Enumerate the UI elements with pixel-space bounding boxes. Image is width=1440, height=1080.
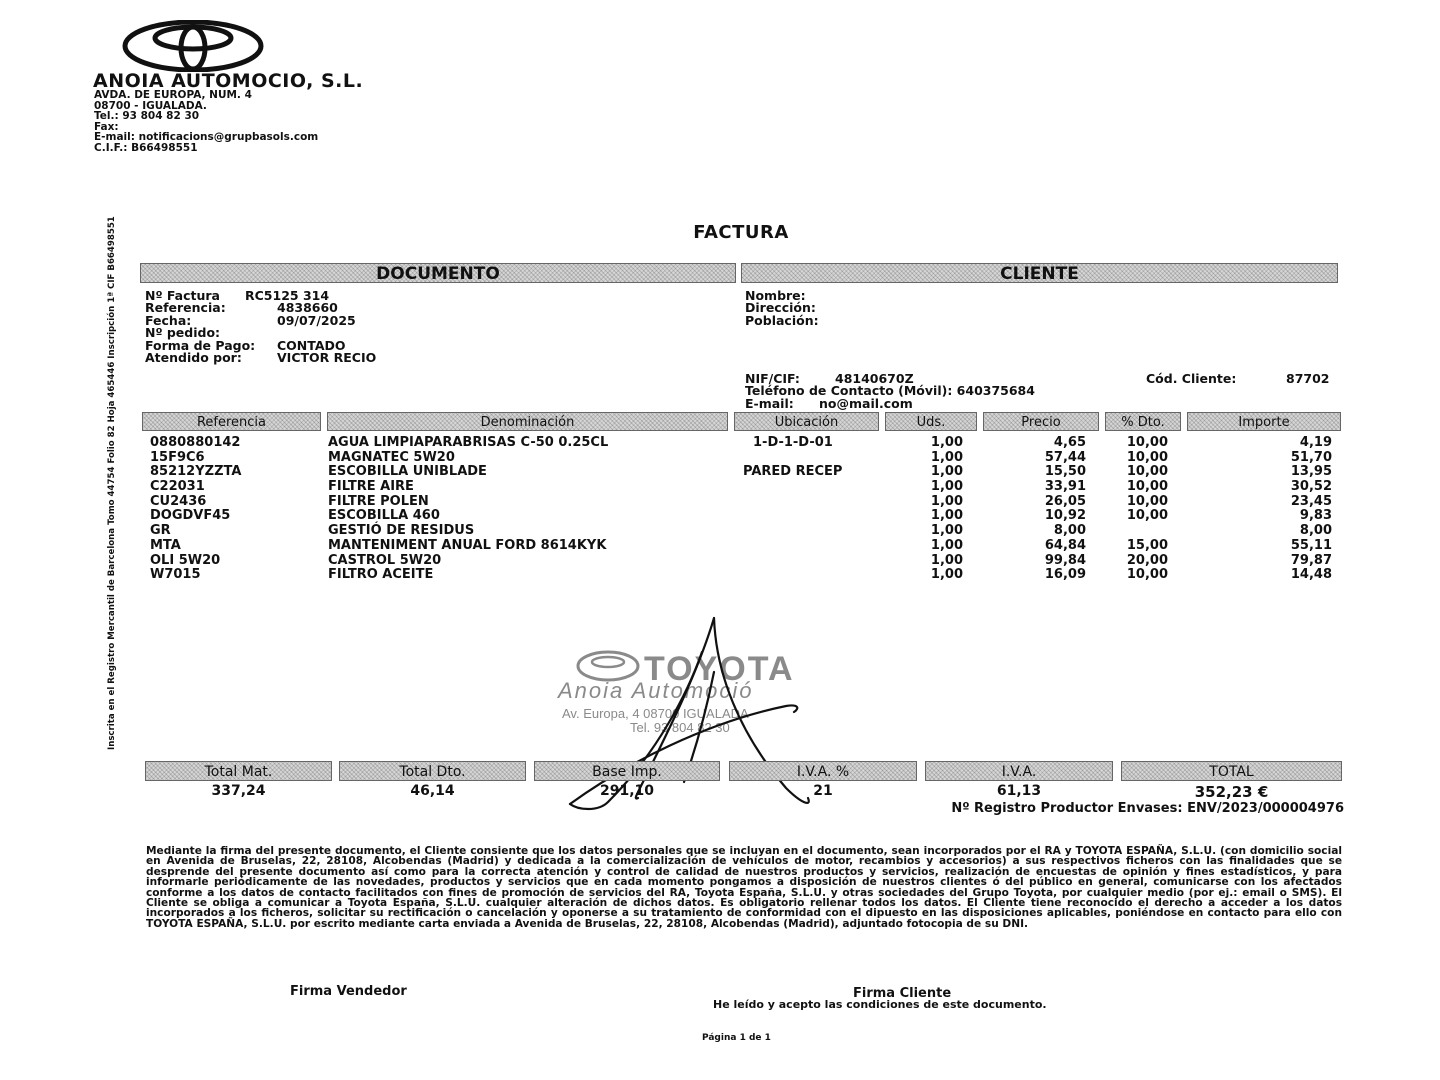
document-title: FACTURA [693,222,789,243]
table-row: DOGDVF45 ESCOBILLA 460 1,00 10,92 10,00 9,83 [150,508,1332,524]
company-name: ANOIA AUTOMOCIO, S.L. [93,70,364,92]
stamp-address: Av. Europa, 4 08700 IGUALADA [562,706,749,721]
table-row: OLI 5W20 CASTROL 5W20 1,00 99,84 20,00 79,87 [150,552,1332,568]
table-row: MTA MANTENIMENT ANUAL FORD 8614KYK 1,00 64,84 15,00 55,11 [150,537,1332,553]
total-dto-header: Total Dto. [339,761,526,781]
col-uds: Uds. [885,412,977,431]
col-dto: % Dto. [1105,412,1181,431]
client-code: Cód. Cliente: 87702 [1146,371,1330,386]
base-imp-header: Base Imp. [534,761,720,781]
base-imp-value: 291,10 [599,783,655,799]
total-mat-value: 337,24 [211,783,266,799]
line-items [150,435,1340,582]
iva-pct-header: I.V.A. % [729,761,917,781]
firma-cliente: Firma Cliente [853,986,952,1001]
legal-text: Mediante la firma del presente documento, el Cliente consiente que los datos personales que se incluyan en el documento, sean incorporados por el RA y TOYOTA ESPAÑA, S.L.U. (con domicilio social en Avenida de Bruselas, 22, 28108, Alcobendas (Madrid) y dedicada a la comercialización de vehículos de motor, recambios y accesorios) a sus respectivos ficheros con las finalidades que se desprende del presente documento así como para la correcta atención y control de calidad de nuestros productos y servicios, realización de encuestas de opinión y fines estadísticos, y para informarle periódicamente de las novedades, productos y servicios que en cada momento pongamos a disposición de nuestros clientes ó del público en general, comunicarse con los afectados conforme a los datos de contacto facilitados con fines de promoción de servicios del RA, Toyota España, S.L.U. y otras sociedades del Grupo Toyota, por cualquier medio (por ej.: email o SMS). El Cliente se obliga a comunicar a Toyota España, S.L.U. cualquier alteración de dichos datos. Es obligatorio rellenar todos los datos. El Cliente tiene reconocido el derecho a acceder a los datos incorporados a los ficheros, solicitar su rectificación o cancelación y oponerse a su tratamiento de conformidad con el dipuesto en las disposiciones aplicables, poniéndose en contacto para ello con TOYOTA ESPAÑA, S.L.U. por escrito mediante carta enviada a Avenida de Bruselas, 22, 28108, Alcobendas (Madrid), adjuntado fotocopia de su DNI. [146,845,1342,930]
table-row: 0880880142 AGUA LIMPIAPARABRISAS C-50 0.25CL 1-D-1-D-01 1,00 4,65 10,00 4,19 [150,435,1332,450]
documento-header: DOCUMENTO [140,263,736,283]
cliente-header: CLIENTE [741,263,1338,283]
firma-vendedor: Firma Vendedor [290,984,407,999]
table-row: 85212YZZTA ESCOBILLA UNIBLADE PARED RECEP 1,00 15,50 10,00 13,95 [150,464,1332,480]
col-importe: Importe [1187,412,1341,431]
page-number: Página 1 de 1 [702,1033,771,1043]
date-value: 09/07/2025 [277,312,356,328]
cliente-fields: Nombre: Dirección: Población: [745,288,819,328]
table-row: C22031 FILTRE AIRE 1,00 33,91 10,00 30,52 [150,479,1332,495]
total-mat-header: Total Mat. [145,761,332,781]
table-row: 15F9C6 MAGNATEC 5W20 1,00 57,44 10,00 51,70 [150,449,1332,465]
nif-value: 48140670Z [835,371,914,386]
phone-value: 640375684 [956,383,1035,399]
documento-fields: Nº Factura RC5125 314 Referencia: 4838660 Fecha: 09/07/2025 Nº pedido: Forma de Pago: CONTADO Atendido por: VICTOR RECIO [145,288,377,366]
iva-header: I.V.A. [925,761,1113,781]
email-value: no@mail.com [819,395,913,411]
company-address: AVDA. DE EUROPA, NUM. 4 08700 - IGUALADA. Tel.: 93 804 82 30 Fax: E-mail: notificacions@grupbasols.com C.I.F.: B66498551 [94,89,319,154]
table-row: CU2436 FILTRE POLEN 1,00 26,05 10,00 23,45 [150,493,1332,509]
stamp-phone: Tel. 93 804 82 30 [630,720,730,735]
registry-side-note: Inscrita en el Registro Mercantil de Barcelona Tomo 44754 Folio 82 Hoja 465446 Inscripción 1ª CIF B66498551 [107,216,117,750]
cliente-contact: NIF/CIF: 48140670Z Teléfono de Contacto (Móvil): 640375684 E-mail: no@mail.com [745,371,1035,411]
attended-value: VICTOR RECIO [277,350,377,366]
stamp-brand: TOYOTA [644,650,795,688]
registro-envases: Nº Registro Productor Envases: ENV/2023/000004976 [951,801,1344,816]
handwritten-signature-icon [548,612,928,812]
iva-value: 61,13 [996,783,1042,799]
col-denominacion: Denominación [327,412,728,431]
reference-value: 4838660 [277,300,338,316]
payment-value: CONTADO [277,337,346,353]
total-value: 352,23 € [1194,783,1269,801]
iva-pct-value: 21 [813,783,833,799]
table-row: W7015 FILTRO ACEITE 1,00 16,09 10,00 14,48 [150,567,1332,583]
total-header: TOTAL [1121,761,1342,781]
stamp-dealer: Anoia Automoció [558,678,754,703]
table-row: GR GESTIÓ DE RESIDUS 1,00 8,00 8,00 [150,523,1332,539]
firma-cliente-note: He leído y acepto las condiciones de este documento. [713,998,1047,1011]
col-precio: Precio [983,412,1099,431]
col-ubicacion: Ubicación [734,412,879,431]
total-dto-value: 46,14 [410,783,455,799]
toyota-logo-icon [122,20,264,72]
invoice-number: RC5125 314 [245,288,330,303]
col-referencia: Referencia [142,412,321,431]
